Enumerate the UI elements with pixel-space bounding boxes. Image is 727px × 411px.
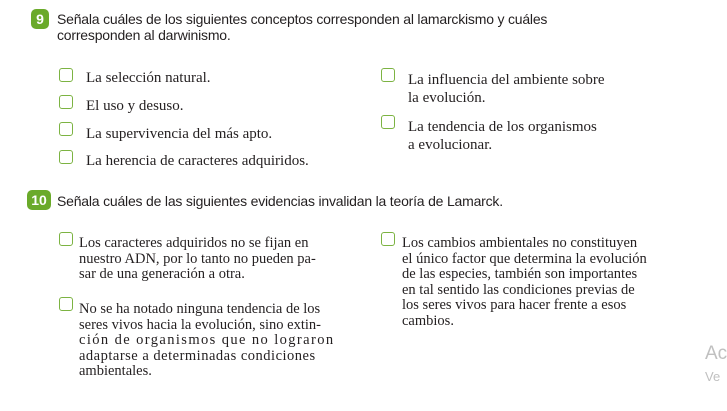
question-9-prompt (57, 11, 547, 43)
option-label-line: La tendencia de los organismos (408, 119, 597, 135)
activation-watermark-line2: Ve (705, 369, 721, 384)
checkbox-herencia-caracteres[interactable] (59, 150, 73, 164)
evidence-line: sar de una generación a otra. (79, 266, 245, 283)
option-label: La supervivencia del más apto. (86, 126, 273, 142)
evidence-paragraph (79, 302, 335, 380)
question-9-prompt-line: Señala cuáles de los siguientes conceptos corresponden al lamarckismo y cuáles (57, 11, 548, 27)
evidence-line: ción de organismos que no lograron (79, 332, 335, 349)
question-10-prompt: Señala cuáles de las siguientes evidencias invalidan la teoría de Lamarck. (57, 193, 503, 209)
checkbox-influencia-ambiente[interactable] (381, 68, 395, 82)
question-10-number-badge: 10 (27, 190, 51, 210)
option-label-line: la evolución. (408, 90, 486, 106)
evidence-line: los seres vivos para hacer frente a esos (402, 297, 627, 314)
evidence-line: ambientales. (79, 363, 152, 380)
question-9-number-badge: 9 (31, 9, 49, 29)
evidence-line: cambios. (402, 312, 454, 329)
evidence-line: el único factor que determina la evolución (402, 250, 647, 267)
evidence-line: nuestro ADN, por lo tanto no pueden pa- (79, 250, 316, 267)
checkbox-evidence-adn[interactable] (59, 232, 73, 246)
evidence-paragraph (402, 236, 647, 330)
option-label-line: La influencia del ambiente sobre (408, 72, 605, 88)
evidence-paragraph (79, 236, 316, 283)
checkbox-seleccion-natural[interactable] (59, 68, 73, 82)
evidence-line: Los cambios ambientales no constituyen (402, 235, 638, 251)
checkbox-supervivencia-mas-apto[interactable] (59, 122, 73, 136)
option-label-multiline (408, 119, 597, 153)
checkbox-tendencia-organismos[interactable] (381, 115, 395, 129)
evidence-line: adaptarse a determinadas condiciones (79, 347, 316, 364)
evidence-line: Los caracteres adquiridos no se fijan en (79, 235, 309, 251)
checkbox-evidence-tendencia[interactable] (59, 297, 73, 311)
evidence-line: No se ha notado ninguna tendencia de los (79, 301, 321, 317)
evidence-line: de las especies, también son importantes (402, 266, 638, 283)
checkbox-evidence-cambios-ambientales[interactable] (381, 232, 395, 246)
option-label: La selección natural. (86, 70, 211, 86)
question-9-prompt-line: corresponden al darwinismo. (57, 27, 231, 43)
option-label-multiline (408, 72, 605, 106)
evidence-line: seres vivos hacia la evolución, sino extin- (79, 316, 322, 333)
checkbox-uso-desuso[interactable] (59, 95, 73, 109)
option-label: El uso y desuso. (86, 98, 184, 114)
activation-watermark-line1: Ac (705, 343, 727, 364)
evidence-line: en tal sentido las condiciones previas de (402, 281, 635, 298)
option-label: La herencia de caracteres adquiridos. (86, 153, 309, 169)
option-label-line: a evolucionar. (408, 137, 493, 153)
